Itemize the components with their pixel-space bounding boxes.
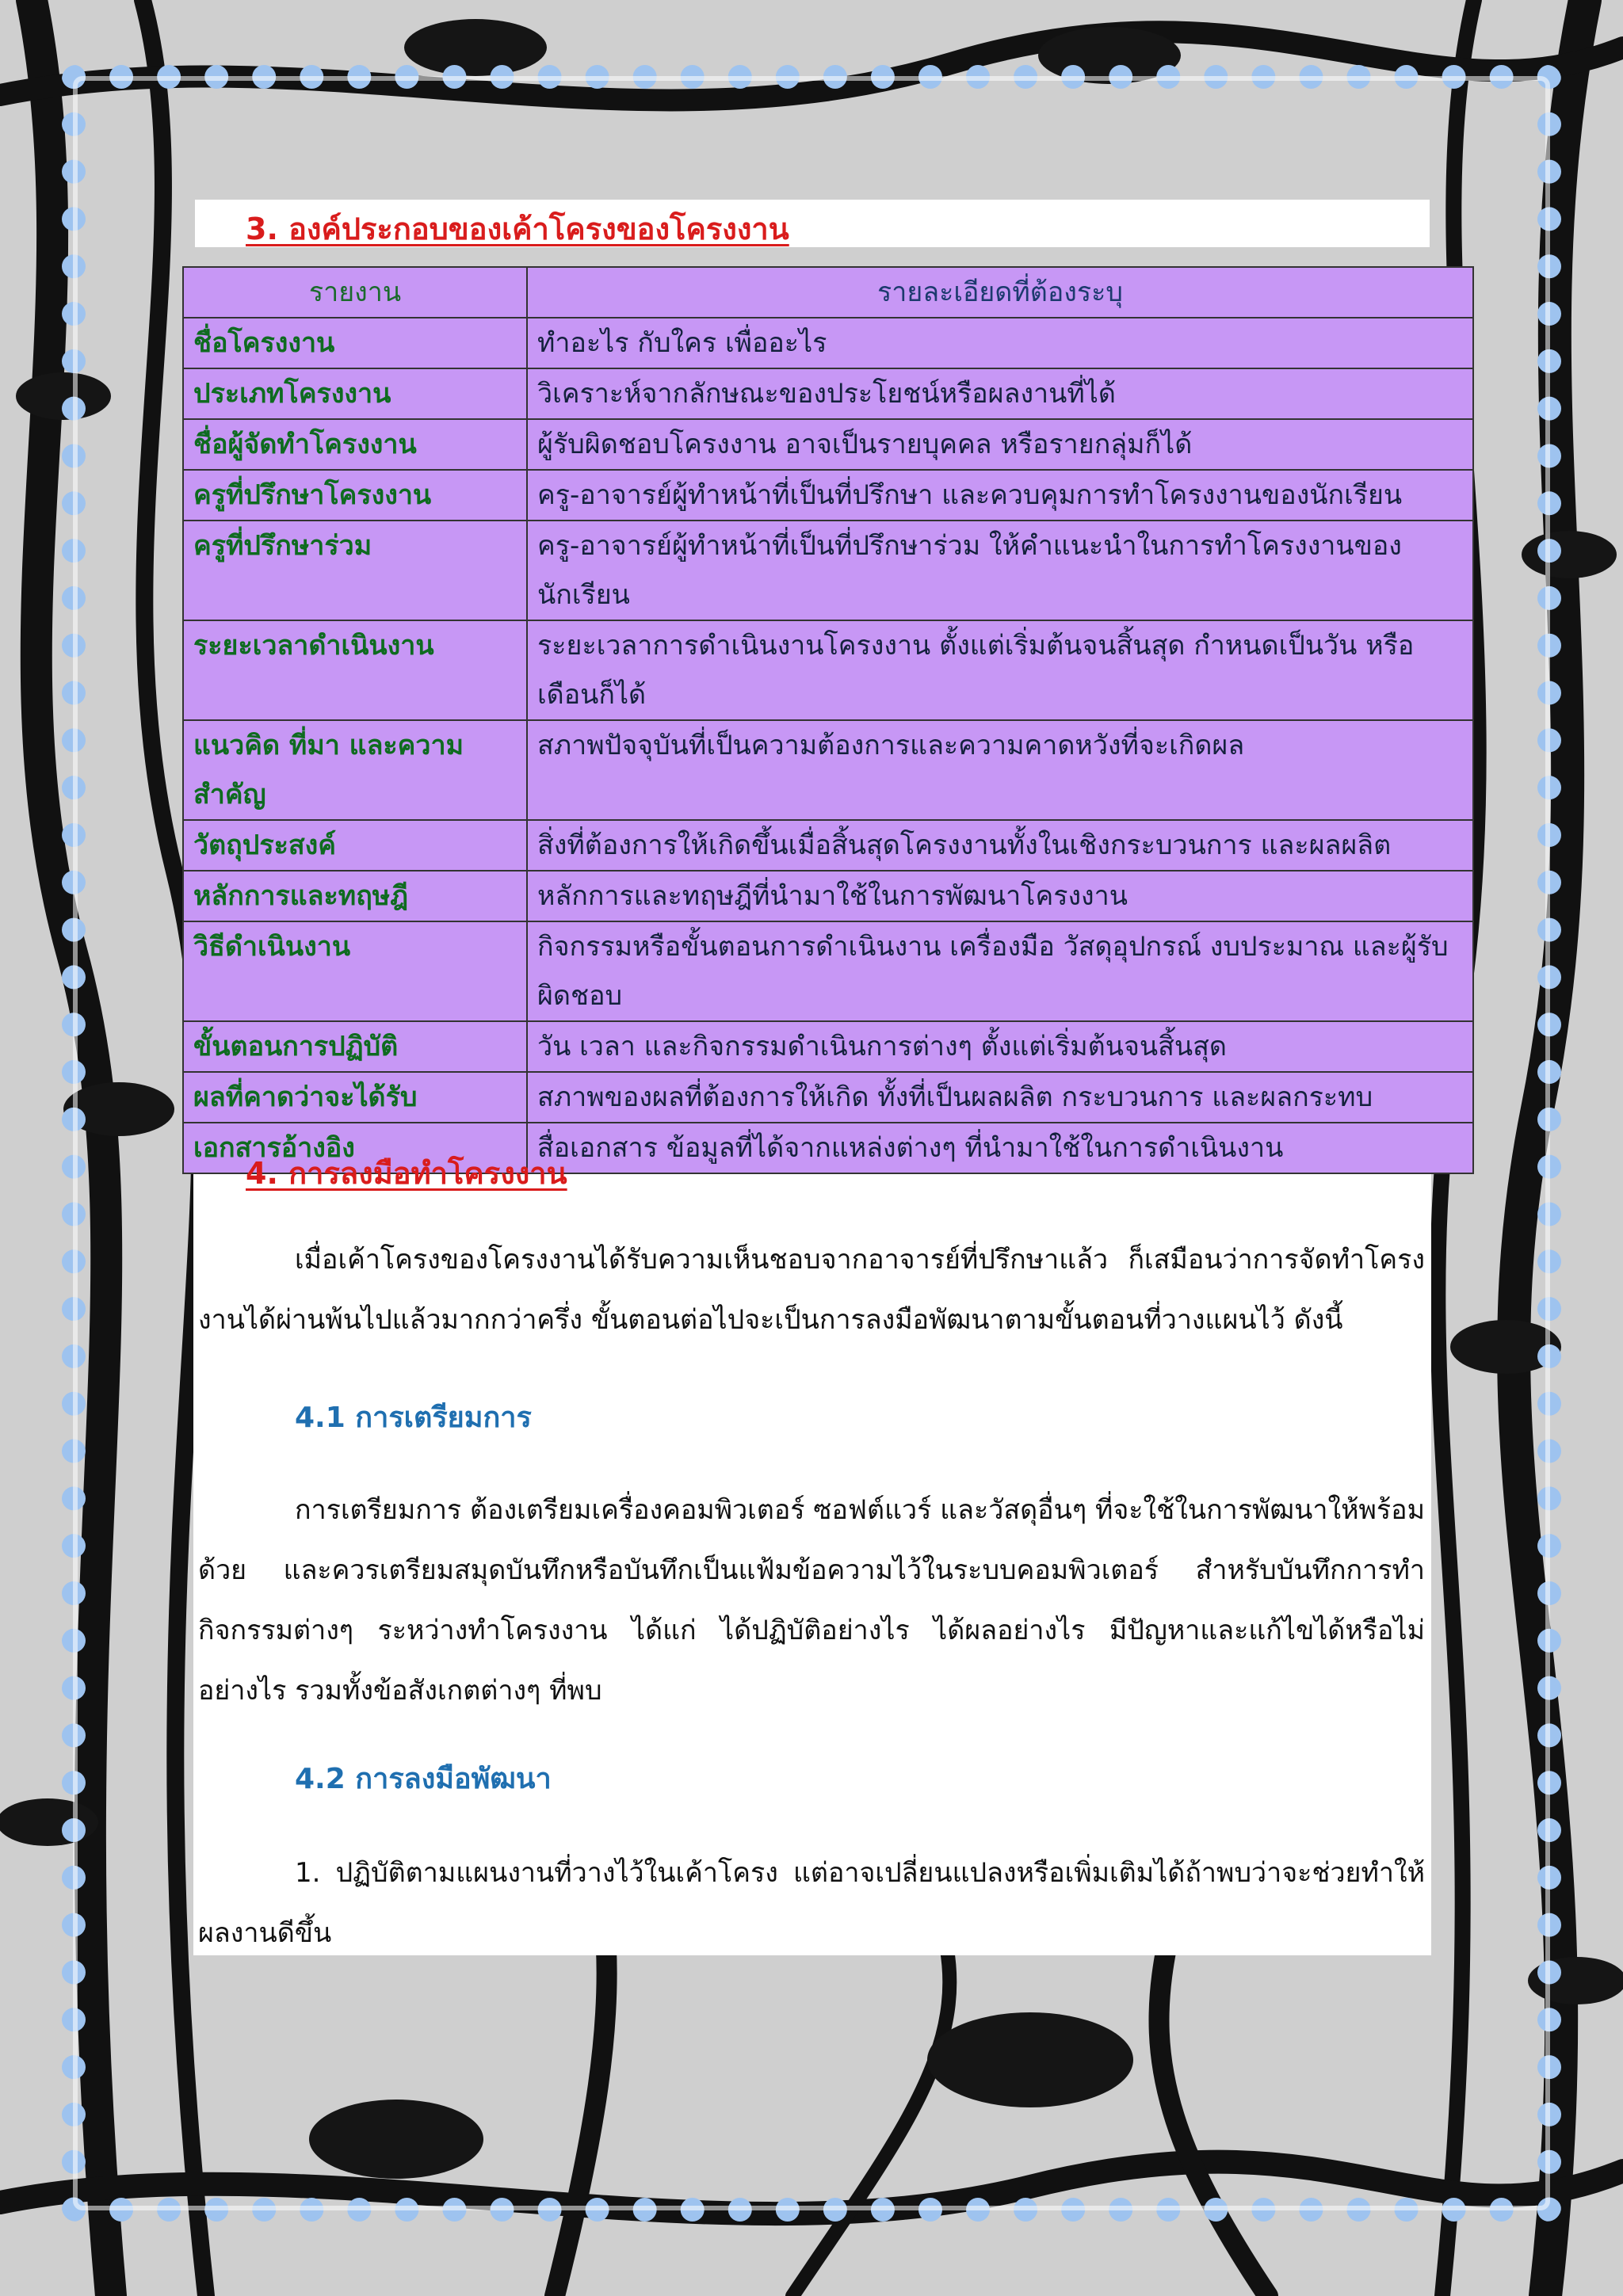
table-row — [183, 521, 1473, 620]
table-row — [183, 470, 1473, 521]
row-name: เอกสารอ้างอิง — [183, 1123, 527, 1173]
table-row — [183, 318, 1473, 368]
subsection-4-2-paragraph: 1. ปฏิบัติตามแผนงานที่วางไว้ในเค้าโครง แต่อาจเปลี่ยนแปลงหรือเพิ่มเติมได้ถ้าพบว่าจะช่วยทำให้ผลงานดีขึ้น — [198, 1857, 1425, 1949]
row-name: ชื่อโครงงาน — [183, 318, 527, 368]
row-desc: สื่อเอกสาร ข้อมูลที่ได้จากแหล่งต่างๆ ที่นำมาใช้ในการดำเนินงาน — [527, 1123, 1473, 1173]
row-desc: วิเคราะห์จากลักษณะของประโยชน์หรือผลงานที่ได้ — [527, 368, 1473, 419]
row-desc: กิจกรรมหรือขั้นตอนการดำเนินงาน เครื่องมือ วัสดุอุปกรณ์ งบประมาณ และผู้รับผิดชอบ — [527, 921, 1473, 1021]
row-desc: ทำอะไร กับใคร เพื่ออะไร — [527, 318, 1473, 368]
table-row — [183, 1021, 1473, 1072]
table-row — [183, 368, 1473, 419]
row-desc: สภาพปัจจุบันที่เป็นความต้องการและความคาดหวังที่จะเกิดผล — [527, 720, 1473, 820]
row-name: หลักการและทฤษฎี — [183, 871, 527, 921]
subsection-4-1-heading: 4.1 การเตรียมการ — [295, 1402, 532, 1434]
subsection-4-1-paragraph: การเตรียมการ ต้องเตรียมเครื่องคอมพิวเตอร์ ซอฟต์แวร์ และวัสดุอื่นๆ ที่จะใช้ในการพัฒนาให้พร้อมด้วย และควรเตรียมสมุดบันทึกหรือบันทึกเป็นแฟ้มข้อความไว้ในระบบคอมพิวเตอร์ สำหรับบันทึกการทำกิจกรรมต่างๆ ระหว่างทำโครงงาน ได้แก่ ได้ปฏิบัติอย่างไร ได้ผลอย่างไร มีปัญหาและแก้ไขได้หรือไม่อย่างไร รวมทั้งข้อสังเกตต่างๆ ที่พบ — [198, 1494, 1425, 1707]
table-row — [183, 871, 1473, 921]
row-name: ชื่อผู้จัดทำโครงงาน — [183, 419, 527, 470]
row-name: ระยะเวลาดำเนินงาน — [183, 620, 527, 720]
row-desc: หลักการและทฤษฎีที่นำมาใช้ในการพัฒนาโครงงาน — [527, 871, 1473, 921]
row-desc: สิ่งที่ต้องการให้เกิดขึ้นเมื่อสิ้นสุดโครงงานทั้งในเชิงกระบวนการ และผลผลิต — [527, 820, 1473, 871]
section-4-heading: 4. การลงมือทำโครงงาน — [246, 1156, 567, 1191]
row-name: ครูที่ปรึกษาร่วม — [183, 521, 527, 620]
row-desc: ครู-อาจารย์ผู้ทำหน้าที่เป็นที่ปรึกษาร่วม ให้คำแนะนำในการทำโครงงานของนักเรียน — [527, 521, 1473, 620]
project-outline-table — [182, 266, 1474, 1174]
subsection-4-2-heading: 4.2 การลงมือพัฒนา — [295, 1763, 552, 1795]
section-3-heading: 3. องค์ประกอบของเค้าโครงของโครงงาน — [246, 212, 789, 246]
row-name: วิธีดำเนินงาน — [183, 921, 527, 1021]
table-row — [183, 820, 1473, 871]
table-row — [183, 620, 1473, 720]
row-name: ขั้นตอนการปฏิบัติ — [183, 1021, 527, 1072]
row-name: ประเภทโครงงาน — [183, 368, 527, 419]
header-report: รายงาน — [183, 267, 527, 318]
row-name: แนวคิด ที่มา และความสำคัญ — [183, 720, 527, 820]
header-details: รายละเอียดที่ต้องระบุ — [527, 267, 1473, 318]
row-desc: วัน เวลา และกิจกรรมดำเนินการต่างๆ ตั้งแต่เริ่มต้นจนสิ้นสุด — [527, 1021, 1473, 1072]
table-header-row — [183, 267, 1473, 318]
table-row — [183, 419, 1473, 470]
row-desc: ครู-อาจารย์ผู้ทำหน้าที่เป็นที่ปรึกษา และควบคุมการทำโครงงานของนักเรียน — [527, 470, 1473, 521]
row-name: วัตถุประสงค์ — [183, 820, 527, 871]
row-desc: ระยะเวลาการดำเนินงานโครงงาน ตั้งแต่เริ่มต้นจนสิ้นสุด กำหนดเป็นวัน หรือ เดือนก็ได้ — [527, 620, 1473, 720]
row-desc: ผู้รับผิดชอบโครงงาน อาจเป็นรายบุคคล หรือรายกลุ่มก็ได้ — [527, 419, 1473, 470]
row-name: ครูที่ปรึกษาโครงงาน — [183, 470, 527, 521]
section-4-intro-paragraph: เมื่อเค้าโครงของโครงงานได้รับความเห็นชอบจากอาจารย์ที่ปรึกษาแล้ว ก็เสมือนว่าการจัดทำโครงงานได้ผ่านพ้นไปแล้วมากกว่าครึ่ง ขั้นตอนต่อไปจะเป็นการลงมือพัฒนาตามขั้นตอนที่วางแผนไว้ ดังนี้ — [198, 1244, 1425, 1336]
row-desc: สภาพของผลที่ต้องการให้เกิด ทั้งที่เป็นผลผลิต กระบวนการ และผลกระทบ — [527, 1072, 1473, 1123]
table-row — [183, 720, 1473, 820]
row-name: ผลที่คาดว่าจะได้รับ — [183, 1072, 527, 1123]
table-row — [183, 1072, 1473, 1123]
table-row — [183, 921, 1473, 1021]
